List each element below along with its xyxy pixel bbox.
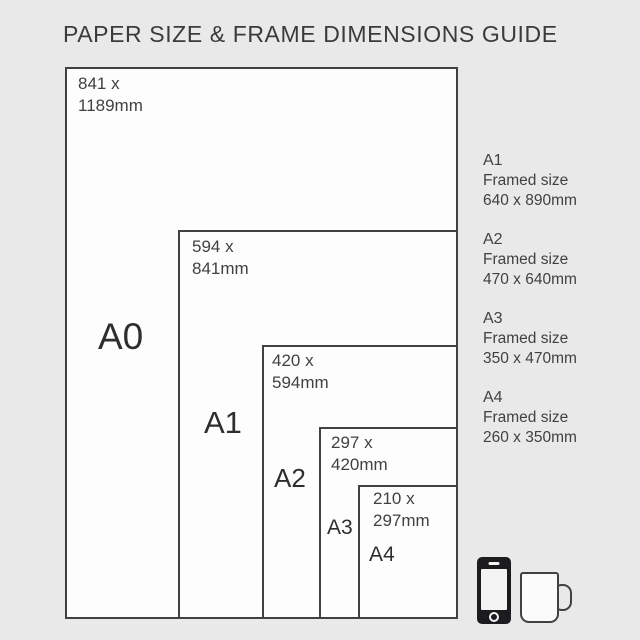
paper-label-a1: A1 xyxy=(204,405,242,440)
paper-dims-a4 xyxy=(373,488,430,532)
dims-line: 420 x xyxy=(272,351,314,370)
dims-line: 594 x xyxy=(192,237,234,256)
phone-home-button xyxy=(489,612,499,622)
dims-line: 841mm xyxy=(192,259,249,278)
dims-line: 841 x xyxy=(78,74,120,93)
phone-screen xyxy=(481,569,507,610)
legend-size-label: A4 xyxy=(483,389,503,406)
mug-body xyxy=(520,572,559,623)
legend-size-label: A1 xyxy=(483,152,503,169)
paper-dims-a1 xyxy=(192,236,249,280)
legend-entry-a4 xyxy=(483,388,577,448)
legend-entry-a2 xyxy=(483,230,577,290)
legend-caption: Framed size xyxy=(483,409,569,426)
legend-caption: Framed size xyxy=(483,172,569,189)
dims-line: 420mm xyxy=(331,455,388,474)
legend-size-label: A2 xyxy=(483,231,503,248)
mug-icon xyxy=(520,572,575,623)
dims-line: 594mm xyxy=(272,373,329,392)
legend-size-label: A3 xyxy=(483,310,503,327)
dims-line: 210 x xyxy=(373,489,415,508)
dims-line: 297mm xyxy=(373,511,430,530)
legend-caption: Framed size xyxy=(483,330,569,347)
phone-speaker xyxy=(489,562,500,565)
smartphone-icon xyxy=(477,557,511,624)
paper-label-a2: A2 xyxy=(274,463,306,493)
paper-dims-a3 xyxy=(331,432,388,476)
dims-line: 297 x xyxy=(331,433,373,452)
legend-dims: 350 x 470mm xyxy=(483,350,577,367)
legend-caption: Framed size xyxy=(483,251,569,268)
paper-dims-a0 xyxy=(78,73,143,117)
legend-entry-a3 xyxy=(483,309,577,369)
legend-entry-a1 xyxy=(483,151,577,211)
paper-label-a3: A3 xyxy=(327,516,353,539)
legend-dims: 640 x 890mm xyxy=(483,192,577,209)
paper-label-a0: A0 xyxy=(98,316,144,357)
legend-dims: 470 x 640mm xyxy=(483,271,577,288)
page-title: PAPER SIZE & FRAME DIMENSIONS GUIDE xyxy=(63,21,558,47)
dims-line: 1189mm xyxy=(78,96,143,115)
paper-label-a4: A4 xyxy=(369,543,395,566)
framed-size-legend xyxy=(483,151,577,448)
paper-dims-a2 xyxy=(272,350,329,394)
legend-dims: 260 x 350mm xyxy=(483,429,577,446)
